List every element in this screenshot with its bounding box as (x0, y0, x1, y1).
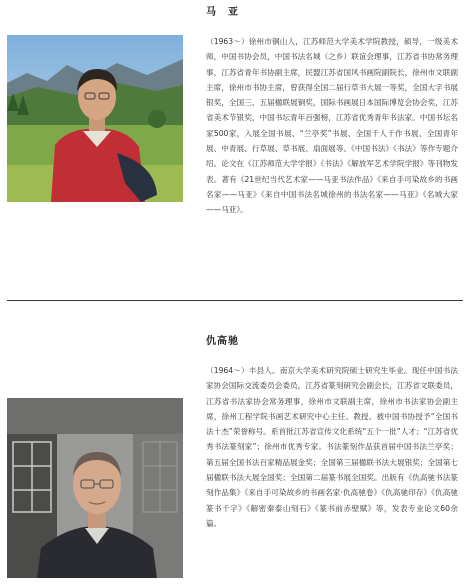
artist-name: 马 亚 (206, 7, 239, 18)
portrait-qiu-gaochi-image (7, 398, 183, 578)
artist-biography: （1963～）徐州市铜山人，江苏师范大学美术学院教授，硕导，一级美术师，中国书协会员，中国书法名城（之乡）联谊会理事，江苏省书协常务理事，江苏省青年书协副主席，民盟江苏省国风书画院副院长，徐州市文联副主席，徐州市书协主席，曾获得全国二届行草书大展一等奖，全国大字书展银奖，全国三、五届楹联展铜奖，国际书画展日本国际博览会协会奖，江苏省美术节银奖，中国书坛青年百强榜，江苏省优秀青年书法家。中国书坛名家500家，入展全国书展、“兰亭奖”书展、全国千人千作书展、全国青年展、中青展、行草展、草书展、扇面展等。《中国书法》《书法》等作专题介绍。论文在《江苏师范大学学报》《书法》《解放军艺术学院学报》等刊物发表。著有《21世纪当代艺术家——马亚书法作品》《来自手可染故乡的书画名家——马亚》《来自中国书法名城徐州的书法名家——马亚》《名城大家——马亚》。 (206, 37, 458, 215)
artist-bio-qiu-gaochi (206, 336, 458, 531)
artist-name: 仇高驰 (206, 336, 239, 347)
portrait-ma-ya-image (7, 35, 183, 202)
portrait-qiu-gaochi (7, 398, 183, 578)
portrait-ma-ya (7, 35, 183, 202)
artist-biography: （1964～）丰县人。南京大学美术研究院硕士研究生毕业。现任中国书法家协会国际交流委员会委员，江苏省篆刻研究会副会长，江苏省文联委员，江苏省书法家协会常务理事，徐州市文联副主席，徐州市书法家协会副主席，徐州工程学院书画艺术研究中心主任、教授。被中国书协授予“全国书法十杰”荣誉称号。系首批江苏省宣传文化系统“五个一批”人才；“江苏省优秀书法篆刻家”；徐州市优秀专家。书法篆刻作品获首届中国书法兰亭奖；第五届全国书法百家精品展金奖；全国第三届楹联书法大展银奖；全国第七届楹联书法大展全国奖；全国第二届篆书展全国奖。出版有《仇高驰书法篆刻作品集》《来自手可染故乡的书画名家·仇高驰卷》《仇高驰印存》《仇高驰篆书千字》《解密秦泰山刻石》《篆书前赤壁赋》等，发表专业论文60余篇。 (206, 366, 458, 528)
section-divider (7, 300, 463, 301)
artist-bio-ma-ya (206, 7, 458, 218)
